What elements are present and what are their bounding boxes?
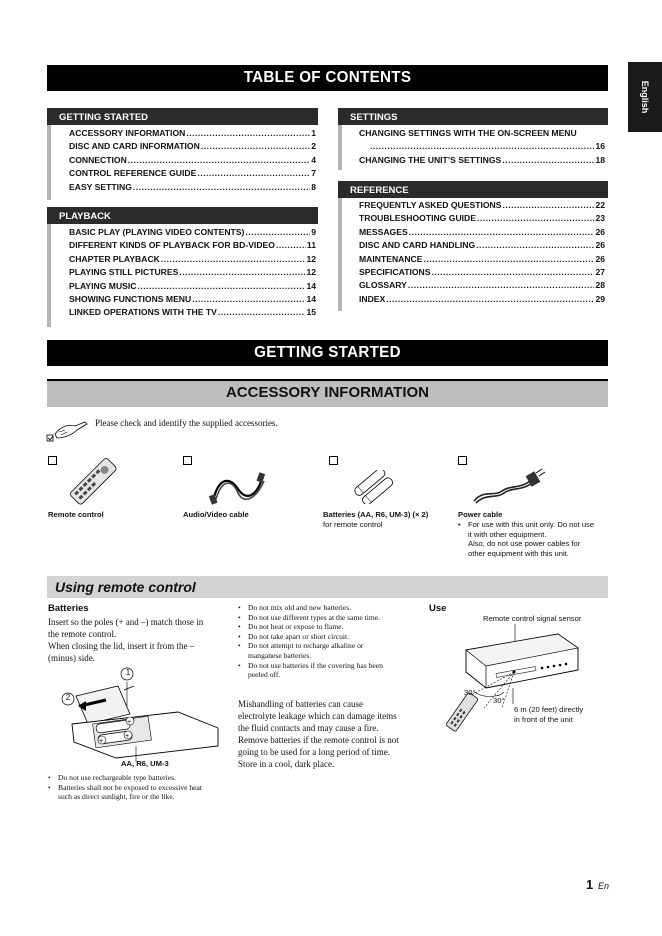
checkbox-remote[interactable] bbox=[48, 456, 57, 465]
language-label: English bbox=[640, 80, 650, 114]
toc-list-settings bbox=[359, 127, 605, 167]
toc-entry[interactable]: BASIC PLAY (PLAYING VIDEO CONTENTS) ..... 9 bbox=[69, 226, 316, 239]
caption-av-cable: Audio/Video cable bbox=[183, 510, 249, 519]
toc-list-reference bbox=[359, 199, 605, 306]
toc-entry[interactable]: DISC AND CARD INFORMATION ..... 2 bbox=[69, 140, 316, 153]
toc-entry[interactable]: DIFFERENT KINDS OF PLAYBACK FOR BD-VIDEO ..... 11 bbox=[69, 239, 316, 252]
use-heading: Use bbox=[429, 603, 447, 614]
toc-entry[interactable]: CHANGING THE UNIT’S SETTINGS ..... 18 bbox=[359, 154, 605, 167]
checkbox-power-cable[interactable] bbox=[458, 456, 467, 465]
battery-notes-middle: • Do not mix old and new batteries. • Do not use different types at the same time. • Do not heat or expose to flame. • Do not take apart or short circuit. • Do not attempt to recharge alkaline or manganese batteries. • Do not use batteries if the covering has been peeled off. bbox=[238, 603, 428, 680]
accessory-title: ACCESSORY INFORMATION bbox=[47, 379, 608, 407]
svg-text:+: + bbox=[99, 738, 104, 745]
checkbox-batteries[interactable] bbox=[329, 456, 338, 465]
toc-entry[interactable]: PLAYING STILL PICTURES ..... 12 bbox=[69, 266, 316, 279]
batteries-image bbox=[352, 470, 396, 504]
toc-entry[interactable]: CHANGING SETTINGS WITH THE ON-SCREEN MENU bbox=[359, 128, 577, 138]
toc-entry[interactable]: ACCESSORY INFORMATION ..... 1 bbox=[69, 127, 316, 140]
toc-entry[interactable]: GLOSSARY ..... 28 bbox=[359, 279, 605, 292]
step-1-label: 1 bbox=[125, 668, 131, 677]
check-hand-icon bbox=[45, 418, 91, 444]
svg-text:+: + bbox=[125, 733, 130, 740]
toc-entry[interactable]: MAINTENANCE ..... 26 bbox=[359, 253, 605, 266]
caption-batteries-sub: for remote control bbox=[323, 520, 383, 529]
sensor-label: Remote control signal sensor bbox=[483, 614, 582, 623]
toc-entry[interactable]: CONTROL REFERENCE GUIDE ..... 7 bbox=[69, 167, 316, 180]
language-tab bbox=[628, 62, 662, 132]
toc-rule bbox=[338, 181, 342, 311]
using-remote-title: Using remote control bbox=[47, 576, 608, 598]
angle-left-label: 30° bbox=[464, 688, 476, 697]
caption-power-cable: Power cable bbox=[458, 510, 503, 519]
accessory-intro: Please check and identify the supplied accessories. bbox=[95, 418, 278, 428]
getting-started-title: GETTING STARTED bbox=[61, 340, 594, 366]
toc-entry[interactable]: FREQUENTLY ASKED QUESTIONS ..... 22 bbox=[359, 199, 605, 212]
batteries-heading: Batteries bbox=[48, 603, 89, 614]
toc-title-bar bbox=[47, 65, 608, 91]
toc-heading-reference: REFERENCE bbox=[338, 181, 608, 198]
toc-entry[interactable]: MESSAGES ..... 26 bbox=[359, 226, 605, 239]
toc-rule bbox=[47, 207, 51, 327]
power-cable-note: • For use with this unit only. Do not use it with other equipment. Also, do not use power cables for other equipment with this unit. bbox=[458, 520, 595, 558]
caption-remote: Remote control bbox=[48, 510, 104, 519]
toc-entry[interactable]: INDEX ..... 29 bbox=[359, 293, 605, 306]
getting-started-bar bbox=[47, 340, 608, 366]
toc-heading-settings: SETTINGS bbox=[338, 108, 608, 125]
angle-right-label: 30° bbox=[493, 696, 505, 705]
toc-entry[interactable]: SPECIFICATIONS ..... 27 bbox=[359, 266, 605, 279]
toc-entry[interactable]: CONNECTION ..... 4 bbox=[69, 154, 316, 167]
remote-control-image bbox=[64, 457, 124, 507]
battery-warning: Mishandling of batteries can cause electrolyte leakage which can damage items the fluid contacts and may cause a fire. Remove batteries if the remote control is not going to be used for a long period of time. Store in a cool, dark place. bbox=[238, 699, 399, 769]
toc-entry-continued[interactable]: ..... 16 bbox=[359, 140, 605, 153]
toc-entry[interactable]: EASY SETTING ..... 8 bbox=[69, 181, 316, 194]
av-cable-image bbox=[208, 467, 268, 507]
caption-batteries: Batteries (AA, R6, UM-3) (× 2) bbox=[323, 510, 429, 519]
step-2-label: 2 bbox=[65, 693, 71, 702]
power-cable-image bbox=[468, 467, 548, 507]
toc-entry[interactable]: LINKED OPERATIONS WITH THE TV ..... 15 bbox=[69, 306, 316, 319]
toc-entry[interactable]: PLAYING MUSIC ..... 14 bbox=[69, 280, 316, 293]
toc-list-playback bbox=[69, 226, 316, 320]
toc-list-getting-started bbox=[69, 127, 316, 194]
svg-text:+: + bbox=[127, 719, 132, 726]
page-lang: En bbox=[598, 881, 610, 891]
batteries-instructions: Insert so the poles (+ and –) match those in the remote control. When closing the lid, insert it from the – (minus) side. bbox=[48, 617, 204, 663]
toc-entry[interactable]: DISC AND CARD HANDLING ..... 26 bbox=[359, 239, 605, 252]
toc-entry[interactable]: TROUBLESHOOTING GUIDE ..... 23 bbox=[359, 212, 605, 225]
toc-entry[interactable]: SHOWING FUNCTIONS MENU ..... 14 bbox=[69, 293, 316, 306]
battery-notes-left: • Do not use rechargeable type batteries. • Batteries shall not be exposed to excessive heat such as direct sunlight, fire or the like. bbox=[48, 773, 238, 802]
distance-label: 6 m (20 feet) directly in front of the unit bbox=[514, 705, 584, 724]
checkbox-av-cable[interactable] bbox=[183, 456, 192, 465]
page-number: 1 bbox=[586, 877, 594, 892]
toc-heading-playback: PLAYBACK bbox=[47, 207, 318, 224]
toc-entry[interactable]: CHAPTER PLAYBACK ..... 12 bbox=[69, 253, 316, 266]
battery-insertion-illustration bbox=[58, 666, 228, 770]
battery-type-label: AA, R6, UM-3 bbox=[121, 759, 169, 768]
toc-title: TABLE OF CONTENTS bbox=[61, 65, 594, 91]
toc-heading-getting-started: GETTING STARTED bbox=[47, 108, 318, 125]
